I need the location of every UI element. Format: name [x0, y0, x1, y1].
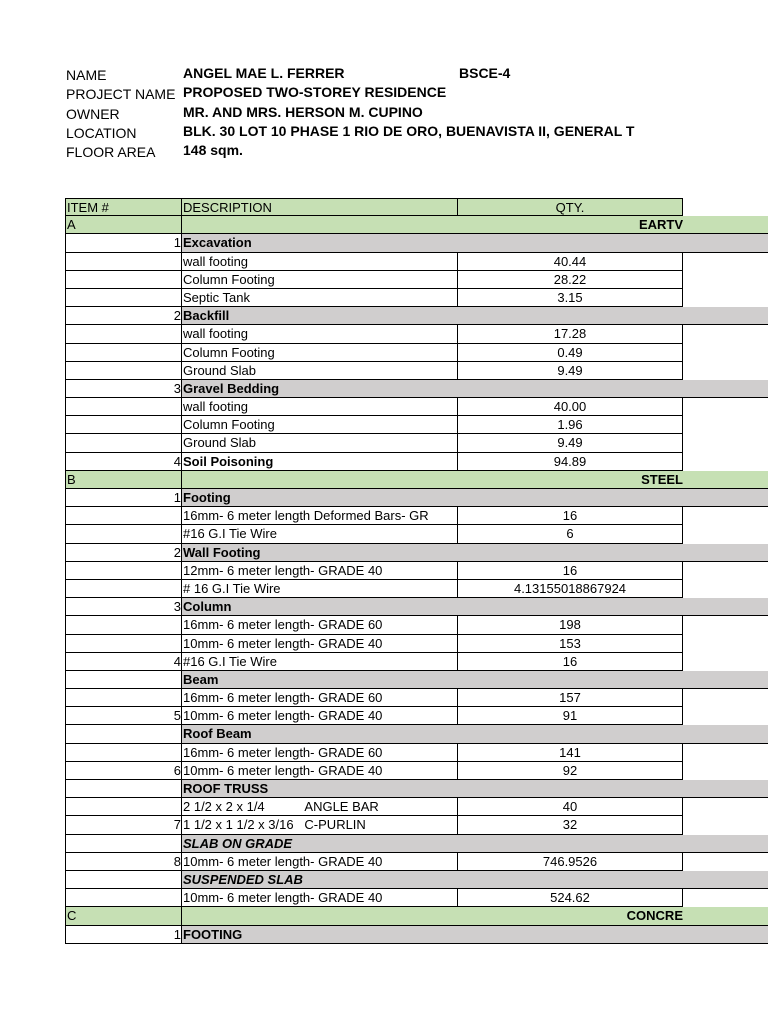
- table-row: [65, 453, 768, 471]
- qty-cell: 3.15: [457, 289, 683, 307]
- qty-cell: 4.13155018867924: [457, 580, 683, 598]
- group-title: ROOF TRUSS: [183, 781, 269, 796]
- item-number-cell: [65, 871, 182, 889]
- group-title: Beam: [183, 671, 219, 687]
- table-row: [65, 434, 768, 452]
- table-row: [65, 398, 768, 416]
- group-row: [65, 598, 768, 616]
- group-row: [65, 926, 768, 944]
- group-title: Roof Beam: [183, 726, 252, 742]
- item-number-cell: 2: [65, 544, 182, 562]
- course-value: BSCE-4: [459, 65, 511, 81]
- group-band: [181, 380, 768, 398]
- item-number-cell: [65, 271, 182, 289]
- description-cell: wall footing: [181, 325, 458, 343]
- group-title: Excavation: [183, 235, 252, 251]
- qty-cell: 1.96: [457, 416, 683, 434]
- item-number-cell: 1: [65, 926, 182, 944]
- item-number-cell: 3: [65, 380, 182, 398]
- description-cell: #16 G.I Tie Wire: [181, 653, 458, 671]
- qty-cell: 0.49: [457, 344, 683, 362]
- group-row: [65, 307, 768, 325]
- location-value: BLK. 30 LOT 10 PHASE 1 RIO DE ORO, BUENAVISTA II, GENERAL T: [183, 122, 635, 139]
- item-number-cell: [65, 780, 182, 798]
- item-number-cell: [65, 362, 182, 380]
- section-band: [181, 471, 768, 489]
- item-number-cell: 5: [65, 707, 182, 725]
- item-number-cell: [65, 325, 182, 343]
- description-cell: 12mm- 6 meter length- GRADE 40: [181, 562, 458, 580]
- table-row: [65, 707, 768, 725]
- name-value: ANGEL MAE L. FERRER: [183, 65, 345, 81]
- description-cell: 10mm- 6 meter length- GRADE 40: [181, 762, 458, 780]
- table-row: [65, 325, 768, 343]
- section-title: CONCRE: [626, 908, 683, 924]
- description-cell: 16mm- 6 meter length- GRADE 60: [181, 689, 458, 707]
- group-band: [181, 871, 768, 889]
- group-row: [65, 380, 768, 398]
- group-title: SUSPENDED SLAB: [183, 871, 303, 887]
- qty-cell: 94.89: [457, 453, 683, 471]
- group-row: [65, 780, 768, 798]
- item-number-cell: 1: [65, 234, 182, 252]
- section-band: [181, 216, 768, 234]
- group-row: [65, 671, 768, 689]
- table-row: [65, 744, 768, 762]
- description-cell: Soil Poisoning: [181, 453, 458, 471]
- item-number-cell: C: [65, 907, 182, 925]
- description-cell: wall footing: [181, 253, 458, 271]
- group-row: [65, 835, 768, 853]
- section-row: [65, 471, 768, 489]
- floor-area-label: FLOOR AREA: [66, 143, 156, 160]
- location-row: [0, 122, 768, 141]
- item-number-cell: [65, 507, 182, 525]
- group-band: [181, 926, 768, 944]
- group-title: Gravel Bedding: [183, 380, 280, 396]
- project-row: [0, 83, 768, 102]
- group-band: [181, 489, 768, 507]
- qty-cell: 9.49: [457, 362, 683, 380]
- table-row: [65, 253, 768, 271]
- item-number-cell: 1: [65, 489, 182, 507]
- group-band: [181, 544, 768, 562]
- owner-label: OWNER: [66, 105, 120, 122]
- owner-row: [0, 103, 768, 122]
- group-title: Footing: [183, 490, 231, 505]
- group-title: Column: [183, 599, 232, 615]
- table-row: [65, 525, 768, 543]
- name-row: [0, 64, 768, 83]
- group-title: SLAB ON GRADE: [183, 835, 293, 851]
- owner-value: MR. AND MRS. HERSON M. CUPINO: [183, 103, 423, 120]
- description-cell: wall footing: [181, 398, 458, 416]
- qty-cell: 157: [457, 689, 683, 707]
- item-number-cell: [65, 525, 182, 543]
- qty-cell: 17.28: [457, 325, 683, 343]
- table-row: [65, 507, 768, 525]
- item-number-cell: [65, 616, 182, 634]
- description-cell: 10mm- 6 meter length- GRADE 40: [181, 889, 458, 907]
- qty-column-header: QTY.: [457, 198, 683, 216]
- group-band: [181, 671, 768, 689]
- item-number-cell: A: [65, 216, 182, 234]
- item-number-cell: [65, 835, 182, 853]
- quantity-table: [65, 198, 768, 944]
- item-number-cell: 7: [65, 816, 182, 834]
- description-cell: 16mm- 6 meter length Deformed Bars- GR: [181, 507, 458, 525]
- table-row: [65, 798, 768, 816]
- floor-area-row: [0, 141, 768, 160]
- qty-cell: 9.49: [457, 434, 683, 452]
- item-number-cell: 3: [65, 598, 182, 616]
- table-row: [65, 853, 768, 871]
- item-number-cell: [65, 434, 182, 452]
- item-number-cell: [65, 725, 182, 743]
- table-row: [65, 416, 768, 434]
- description-cell: Ground Slab: [181, 362, 458, 380]
- description-cell: 16mm- 6 meter length- GRADE 60: [181, 744, 458, 762]
- table-row: [65, 344, 768, 362]
- project-value: PROPOSED TWO-STOREY RESIDENCE: [183, 84, 447, 100]
- group-row: [65, 544, 768, 562]
- description-cell: 2 1/2 x 2 x 1/4 ANGLE BAR: [181, 798, 458, 816]
- section-row: [65, 216, 768, 234]
- item-number-cell: 2: [65, 307, 182, 325]
- table-row: [65, 289, 768, 307]
- item-number-cell: [65, 416, 182, 434]
- item-number-cell: 4: [65, 653, 182, 671]
- qty-cell: 746.9526: [457, 853, 683, 871]
- description-cell: Septic Tank: [181, 289, 458, 307]
- description-column-header: DESCRIPTION: [181, 198, 458, 216]
- item-number-cell: [65, 580, 182, 598]
- section-row: [65, 907, 768, 925]
- group-band: [181, 725, 768, 743]
- item-number-cell: 8: [65, 853, 182, 871]
- qty-cell: 40.44: [457, 253, 683, 271]
- floor-area-value: 148 sqm.: [183, 141, 243, 158]
- qty-cell: 40: [457, 798, 683, 816]
- qty-cell: 16: [457, 653, 683, 671]
- group-row: [65, 489, 768, 507]
- description-cell: Column Footing: [181, 416, 458, 434]
- group-title: Wall Footing: [183, 544, 261, 560]
- description-cell: 16mm- 6 meter length- GRADE 60: [181, 616, 458, 634]
- qty-cell: 141: [457, 744, 683, 762]
- qty-cell: 6: [457, 525, 683, 543]
- item-number-cell: 6: [65, 762, 182, 780]
- table-row: [65, 689, 768, 707]
- description-cell: Ground Slab: [181, 434, 458, 452]
- location-label: LOCATION: [66, 124, 137, 141]
- item-column-header: ITEM #: [65, 198, 182, 216]
- item-number-cell: [65, 289, 182, 307]
- qty-cell: 28.22: [457, 271, 683, 289]
- description-cell: Column Footing: [181, 344, 458, 362]
- qty-cell: 92: [457, 762, 683, 780]
- table-row: [65, 762, 768, 780]
- table-row: [65, 635, 768, 653]
- item-number-cell: [65, 398, 182, 416]
- project-label: PROJECT NAME: [66, 86, 176, 102]
- group-band: [181, 307, 768, 325]
- description-cell: # 16 G.I Tie Wire: [181, 580, 458, 598]
- item-number-cell: 4: [65, 453, 182, 471]
- table-header-row: [65, 198, 683, 216]
- item-number-cell: [65, 744, 182, 762]
- description-cell: 10mm- 6 meter length- GRADE 40: [181, 635, 458, 653]
- table-row: [65, 889, 768, 907]
- item-number-cell: [65, 798, 182, 816]
- qty-cell: 40.00: [457, 398, 683, 416]
- qty-cell: 16: [457, 507, 683, 525]
- item-number-cell: [65, 635, 182, 653]
- item-number-cell: [65, 562, 182, 580]
- qty-cell: 198: [457, 616, 683, 634]
- section-title: EARTV: [638, 217, 683, 233]
- table-row: [65, 271, 768, 289]
- group-band: [181, 780, 768, 798]
- table-row: [65, 616, 768, 634]
- group-row: [65, 725, 768, 743]
- description-cell: #16 G.I Tie Wire: [181, 525, 458, 543]
- table-row: [65, 362, 768, 380]
- description-cell: 1 1/2 x 1 1/2 x 3/16 C-PURLIN: [181, 816, 458, 834]
- item-number-cell: [65, 253, 182, 271]
- qty-cell: 16: [457, 562, 683, 580]
- group-row: [65, 234, 768, 252]
- item-number-cell: [65, 889, 182, 907]
- table-row: [65, 580, 768, 598]
- name-label: NAME: [66, 67, 107, 83]
- group-band: [181, 598, 768, 616]
- group-title: Backfill: [183, 308, 230, 324]
- group-title: FOOTING: [183, 926, 243, 942]
- group-row: [65, 871, 768, 889]
- item-number-cell: [65, 344, 182, 362]
- description-cell: 10mm- 6 meter length- GRADE 40: [181, 707, 458, 725]
- group-band: [181, 835, 768, 853]
- table-row: [65, 562, 768, 580]
- section-title: STEEL: [641, 471, 683, 487]
- section-band: [181, 907, 768, 925]
- qty-cell: 91: [457, 707, 683, 725]
- item-number-cell: [65, 689, 182, 707]
- item-number-cell: [65, 671, 182, 689]
- table-row: [65, 816, 768, 834]
- qty-cell: 32: [457, 816, 683, 834]
- description-cell: 10mm- 6 meter length- GRADE 40: [181, 853, 458, 871]
- description-cell: Column Footing: [181, 271, 458, 289]
- table-row: [65, 653, 768, 671]
- item-number-cell: B: [65, 471, 182, 489]
- qty-cell: 153: [457, 635, 683, 653]
- qty-cell: 524.62: [457, 889, 683, 907]
- group-band: [181, 234, 768, 252]
